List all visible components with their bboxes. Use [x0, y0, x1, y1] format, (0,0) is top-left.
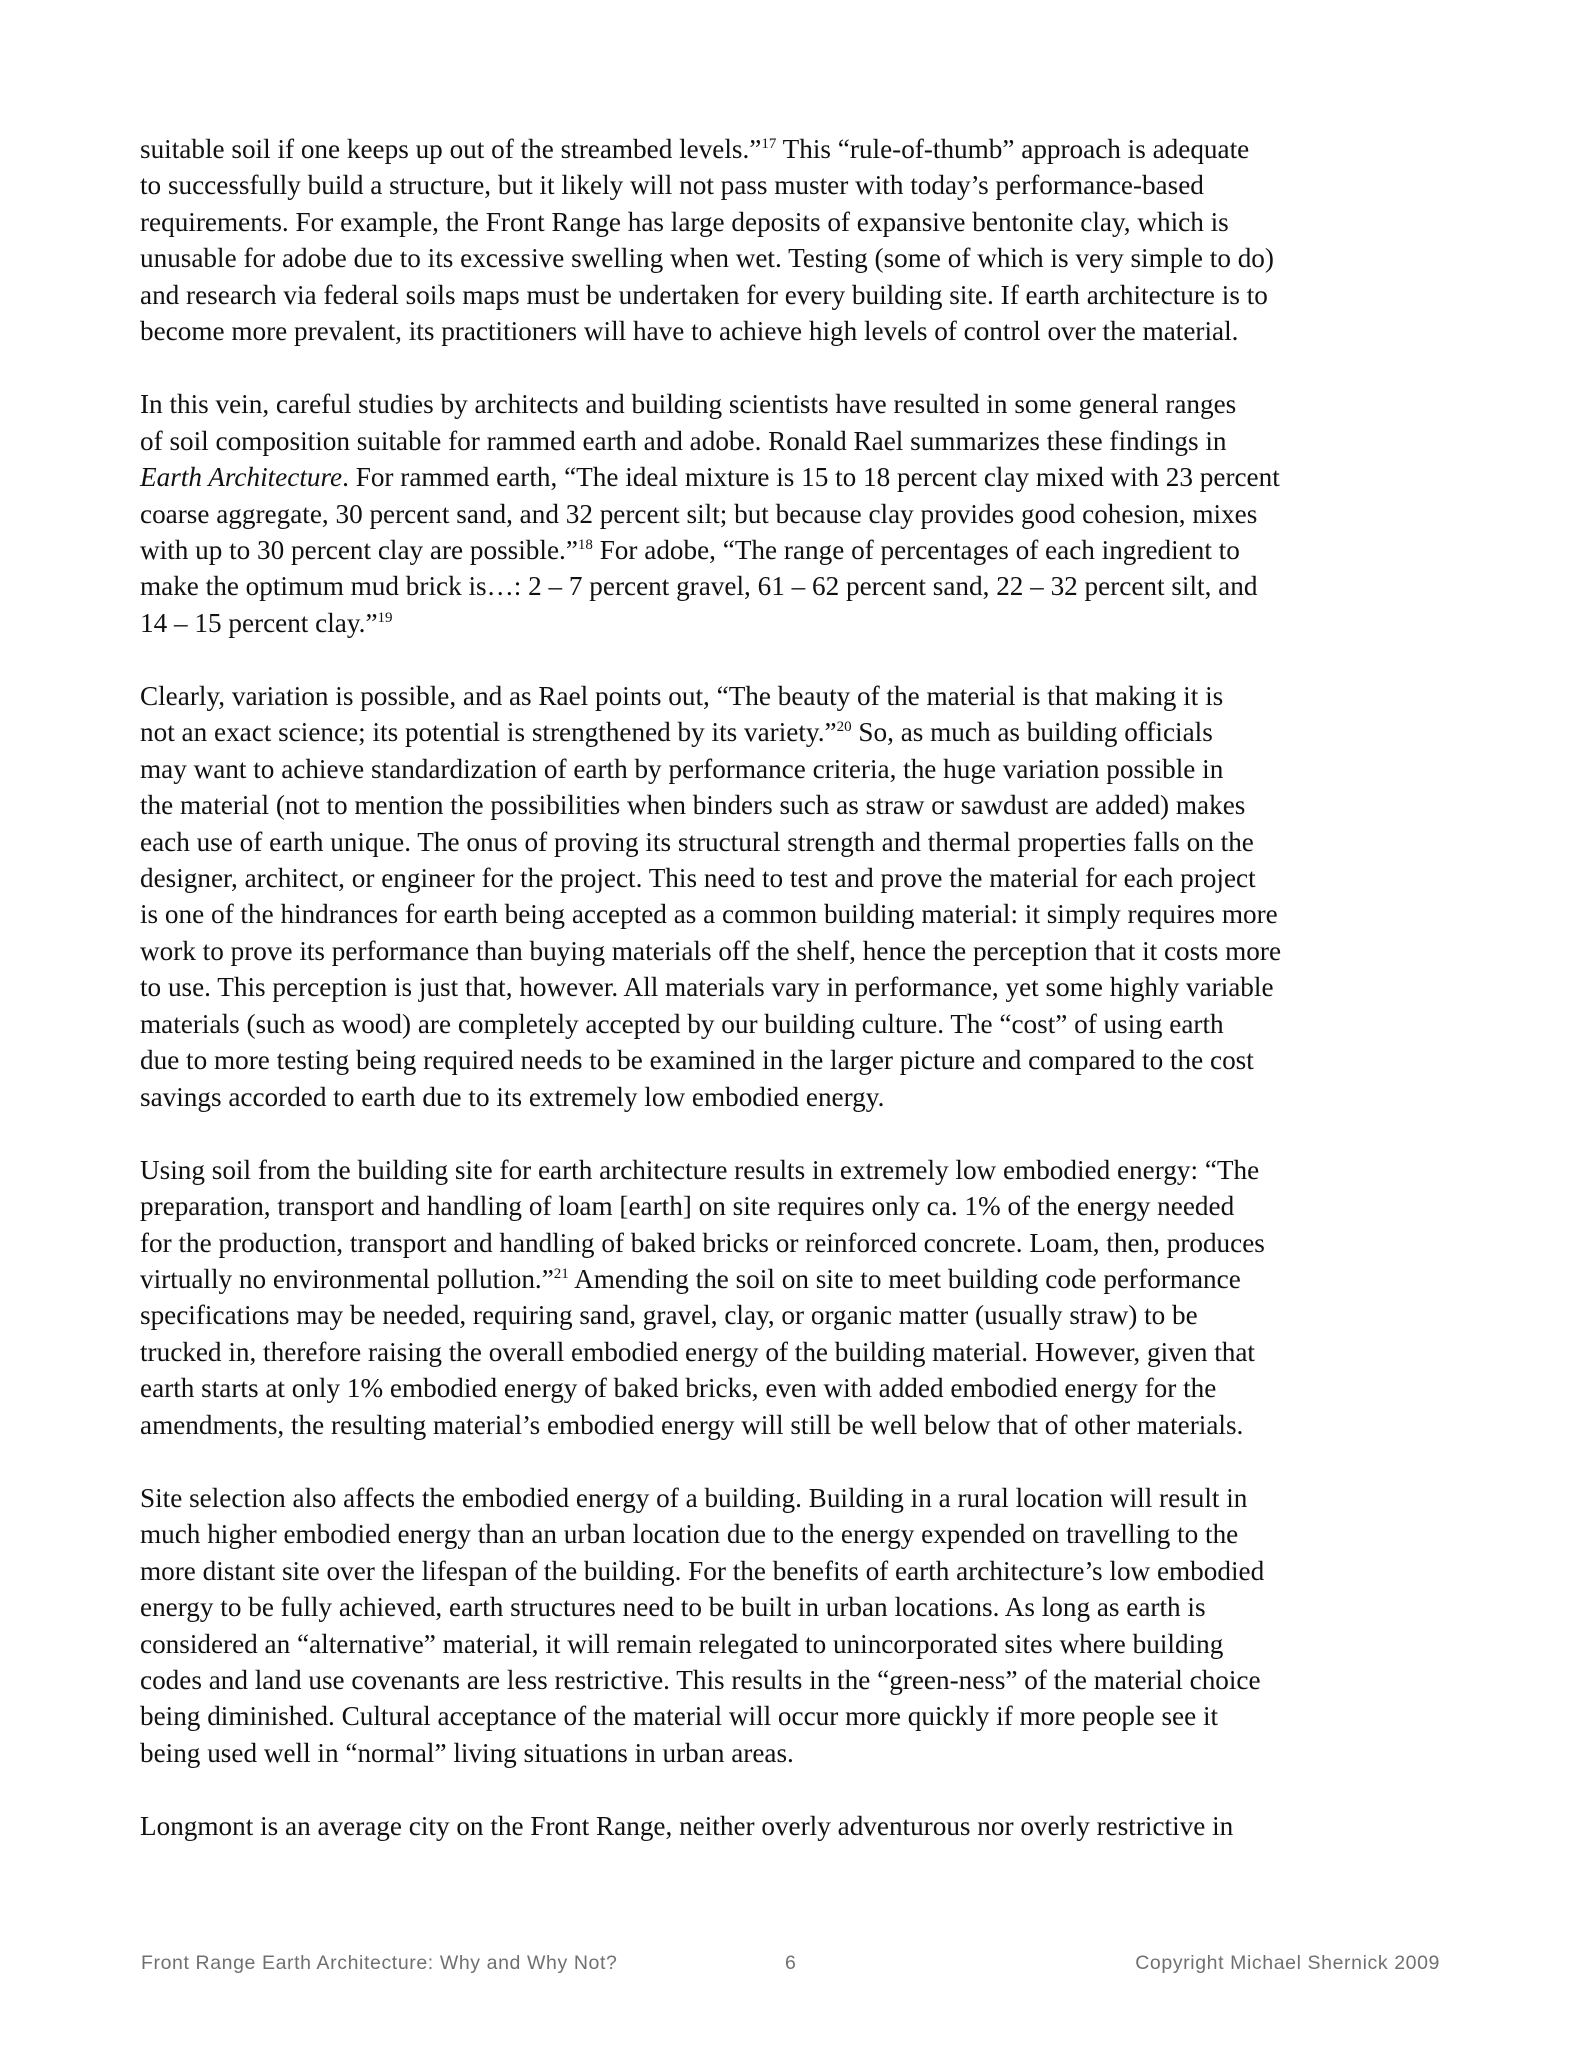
text-line [140, 1188, 1460, 1224]
line-text: for the production, transport and handling of baked bricks or reinforced concrete. Loam, then, produces [140, 1227, 1265, 1258]
line-text: with up to 30 percent clay are possible.” [140, 534, 578, 565]
text-line [140, 1626, 1460, 1662]
text-line [140, 423, 1460, 459]
text-line [140, 1225, 1460, 1261]
page-number: 6 [785, 1952, 797, 1974]
paragraph [140, 1152, 1460, 1444]
line-text: become more prevalent, its practitioners will have to achieve high levels of control over the material. [140, 316, 1239, 347]
text-line [140, 1589, 1460, 1625]
line-text: designer, architect, or engineer for the project. This need to test and prove the material for each project [140, 863, 1256, 894]
line-text: materials (such as wood) are completely accepted by our building culture. The “cost” of using earth [140, 1008, 1224, 1039]
line-text: This “rule-of-thumb” approach is adequate [776, 134, 1250, 164]
text-line [140, 240, 1460, 276]
line-text: work to prove its performance than buying materials off the shelf, hence the perception that it costs more [140, 935, 1282, 966]
line-text: being diminished. Cultural acceptance of the material will occur more quickly if more people see it [140, 1701, 1219, 1732]
line-text: Amending the soil on site to meet building code performance [568, 1264, 1241, 1294]
line-text: coarse aggregate, 30 percent sand, and 32 percent silt; but because clay provides good cohesion, mixes [140, 498, 1258, 529]
line-text: specifications may be needed, requiring sand, gravel, clay, or organic matter (usually straw) to be [140, 1300, 1198, 1331]
text-line [140, 605, 1460, 641]
line-text: suitable soil if one keeps up out of the streambed levels.” [140, 134, 762, 164]
line-text: much higher embodied energy than an urban location due to the energy expended on travelling to the [140, 1519, 1239, 1550]
text-line [140, 896, 1460, 932]
line-text: Using soil from the building site for earth architecture results in extremely low embodied energy: “The [140, 1154, 1260, 1185]
body-text [140, 131, 1460, 1881]
text-line [140, 204, 1460, 240]
text-line [140, 1006, 1460, 1042]
footer-copyright: Copyright Michael Shernick 2009 [1135, 1952, 1440, 1974]
text-line [140, 751, 1460, 787]
line-text: the material (not to mention the possibilities when binders such as straw or sawdust are added) makes [140, 790, 1246, 821]
line-text: and research via federal soils maps must be undertaken for every building site. If earth architecture is to [140, 279, 1268, 310]
line-text: may want to achieve standardization of earth by performance criteria, the huge variation possible in [140, 753, 1224, 784]
text-line [140, 131, 1460, 167]
text-line [140, 1662, 1460, 1698]
page-footer [0, 1952, 1582, 1982]
text-line [140, 1553, 1460, 1589]
line-text: preparation, transport and handling of loam [earth] on site requires only ca. 1% of the energy needed [140, 1191, 1235, 1222]
line-text: For adobe, “The range of percentages of each ingredient to [592, 534, 1240, 565]
footnote-reference: 17 [761, 136, 777, 152]
text-line [140, 1407, 1460, 1443]
text-line [140, 313, 1460, 349]
text-line [140, 532, 1460, 568]
text-line [140, 714, 1460, 750]
footnote-reference: 19 [377, 609, 393, 626]
line-text: due to more testing being required needs to be examined in the larger picture and compared to the cost [140, 1045, 1254, 1076]
line-text: trucked in, therefore raising the overall embodied energy of the building material. However, given that [140, 1336, 1255, 1367]
text-line [140, 1516, 1460, 1552]
line-text: to use. This perception is just that, however. All materials vary in performance, yet some highly variable [140, 972, 1274, 1003]
line-text: . For rammed earth, “The ideal mixture is 15 to 18 percent clay mixed with 23 percent [342, 462, 1280, 493]
line-text: In this vein, careful studies by architects and building scientists have resulted in some general ranges [140, 389, 1237, 420]
line-text: earth starts at only 1% embodied energy of baked bricks, even with added embodied energy for the [140, 1373, 1217, 1404]
line-text: savings accorded to earth due to its extremely low embodied energy. [140, 1081, 885, 1112]
text-line [140, 933, 1460, 969]
text-line [140, 824, 1460, 860]
footer-document-title: Front Range Earth Architecture: Why and Why Not? [141, 1952, 618, 1974]
line-text: Clearly, variation is possible, and as Rael points out, “The beauty of the material is that making it is [140, 680, 1224, 711]
line-text: each use of earth unique. The onus of proving its structural strength and thermal properties falls on the [140, 826, 1254, 857]
text-line [140, 860, 1460, 896]
italic-book-title: Earth Architecture [140, 462, 343, 493]
footnote-reference: 18 [577, 536, 593, 553]
text-line [140, 459, 1460, 495]
text-line [140, 386, 1460, 422]
text-line [140, 1334, 1460, 1370]
paragraph [140, 1480, 1460, 1772]
line-text: of soil composition suitable for rammed earth and adobe. Ronald Rael summarizes these findings in [140, 425, 1227, 456]
text-line [140, 1698, 1460, 1734]
line-text: 14 – 15 percent clay.” [140, 607, 378, 638]
text-line [140, 1297, 1460, 1333]
line-text: to successfully build a structure, but it likely will not pass muster with today’s performance-based [140, 170, 1204, 201]
line-text: more distant site over the lifespan of the building. For the benefits of earth architecture’s low embodied [140, 1555, 1265, 1586]
text-line [140, 1152, 1460, 1188]
line-text: amendments, the resulting material’s embodied energy will still be well below that of other materials. [140, 1409, 1244, 1440]
text-line [140, 167, 1460, 203]
text-line [140, 1261, 1460, 1297]
line-text: requirements. For example, the Front Range has large deposits of expansive bentonite clay, which is [140, 206, 1229, 237]
text-line [140, 1370, 1460, 1406]
line-text: make the optimum mud brick is…: 2 – 7 percent gravel, 61 – 62 percent sand, 22 – 32 percent silt, and [140, 571, 1258, 602]
paragraph [140, 1808, 1460, 1844]
text-line [140, 1480, 1460, 1516]
line-text: being used well in “normal” living situations in urban areas. [140, 1737, 794, 1768]
text-line [140, 1042, 1460, 1078]
text-line [140, 787, 1460, 823]
footnote-reference: 20 [836, 719, 852, 736]
line-text: considered an “alternative” material, it will remain relegated to unincorporated sites where building [140, 1628, 1224, 1659]
line-text: Site selection also affects the embodied energy of a building. Building in a rural location will result in [140, 1482, 1248, 1513]
line-text: is one of the hindrances for earth being accepted as a common building material: it simply requires more [140, 899, 1278, 930]
text-line [140, 496, 1460, 532]
paragraph [140, 386, 1460, 641]
text-line [140, 969, 1460, 1005]
text-line [140, 277, 1460, 313]
line-text: So, as much as building officials [851, 717, 1213, 748]
line-text: codes and land use covenants are less restrictive. This results in the “green-ness” of the material choice [140, 1664, 1261, 1695]
paragraph [140, 678, 1460, 1115]
text-line [140, 678, 1460, 714]
line-text: energy to be fully achieved, earth structures need to be built in urban locations. As long as earth is [140, 1592, 1206, 1623]
paragraph [140, 131, 1460, 350]
text-line [140, 1735, 1460, 1771]
footnote-reference: 21 [553, 1266, 569, 1282]
text-line [140, 1808, 1460, 1844]
line-text: Longmont is an average city on the Front Range, neither overly adventurous nor overly restrictive in [140, 1810, 1234, 1841]
line-text: virtually no environmental pollution.” [140, 1264, 554, 1294]
line-text: unusable for adobe due to its excessive swelling when wet. Testing (some of which is very simple to do) [140, 243, 1274, 274]
text-line [140, 568, 1460, 604]
line-text: not an exact science; its potential is strengthened by its variety.” [140, 717, 837, 748]
text-line [140, 1079, 1460, 1115]
